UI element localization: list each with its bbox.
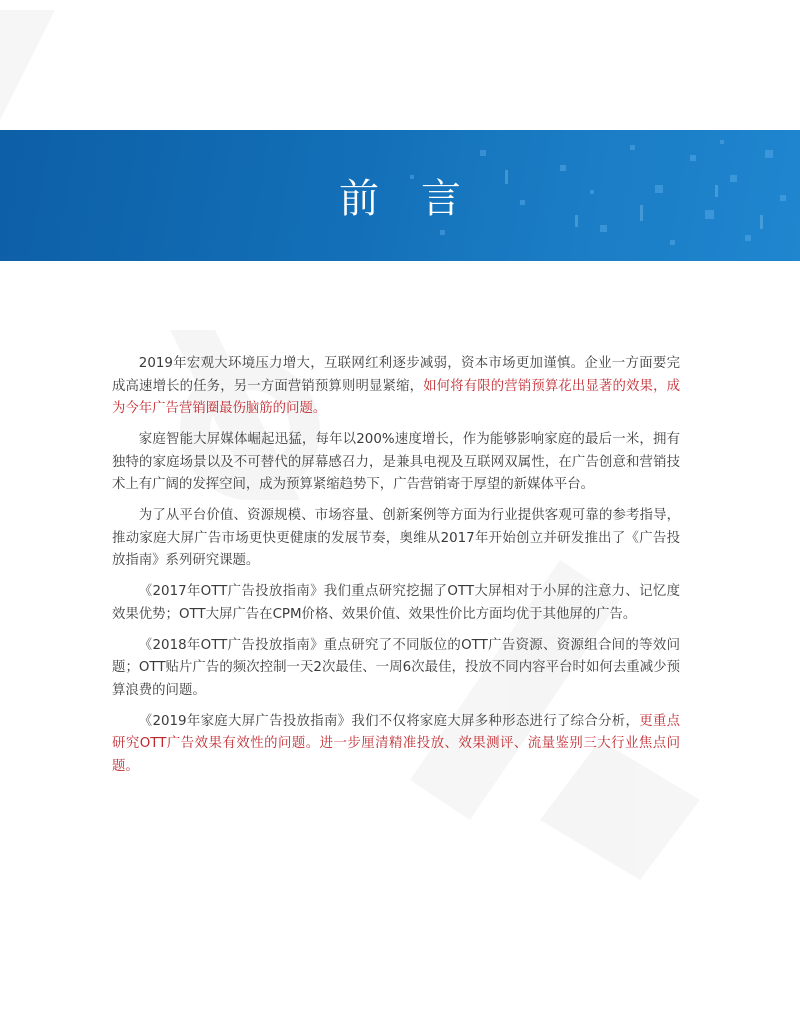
paragraph-5 bbox=[112, 635, 680, 703]
preface-body bbox=[112, 353, 680, 787]
paragraph-text: 为了从平台价值、资源规模、市场容量、创新案例等方面为行业提供客观可靠的参考指导，推动家庭大屏广告市场更快更健康的发展节奏，奥维从2017年开始创立并研发推出了《广告投放指南》系列研究课题。 bbox=[112, 508, 680, 568]
paragraph-text: 《2017年OTT广告投放指南》我们重点研究挖掘了OTT大屏相对于小屏的注意力、记忆度效果优势；OTT大屏广告在CPM价格、效果价值、效果性价比方面均优于其他屏的广告。 bbox=[112, 584, 680, 622]
paragraph-text: 《2019年家庭大屏广告投放指南》我们不仅将家庭大屏多种形态进行了综合分析， bbox=[138, 713, 640, 729]
paragraph-text: 家庭智能大屏媒体崛起迅猛，每年以200%速度增长，作为能够影响家庭的最后一米，拥有独特的家庭场景以及不可替代的屏幕感召力，是兼具电视及互联网双属性，在广告创意和营销技术上有广阔的发挥空间，成为预算紧缩趋势下，广告营销寄于厚望的新媒体平台。 bbox=[112, 432, 680, 492]
paragraph-3 bbox=[112, 505, 680, 573]
paragraph-text: 《2018年OTT广告投放指南》重点研究了不同版位的OTT广告资源、资源组合间的等效问题；OTT贴片广告的频次控制一天2次最佳、一周6次最佳，投放不同内容平台时如何去重减少预算浪费的问题。 bbox=[112, 637, 680, 698]
paragraph-text: 2019年宏观大环境压力增大，互联网红利逐步减弱，资本市场更加谨慎。企业一方面要完成高速增长的任务，另一方面营销预算则明显紧缩， bbox=[112, 356, 680, 394]
highlight-text: 更重点研究OTT广告效果有效性的问题。进一步厘清精准投放、效果测评、流量鉴别三大行业焦点问题。 bbox=[112, 713, 681, 774]
paragraph-2 bbox=[112, 429, 680, 497]
paragraph-4 bbox=[112, 581, 680, 626]
highlight-text: 如何将有限的营销预算花出显著的效果，成为今年广告营销圈最伤脑筋的问题。 bbox=[112, 378, 681, 416]
page-title: 前言 bbox=[339, 176, 503, 222]
header-banner bbox=[0, 130, 800, 261]
paragraph-1 bbox=[112, 353, 680, 421]
paragraph-6 bbox=[112, 711, 680, 779]
